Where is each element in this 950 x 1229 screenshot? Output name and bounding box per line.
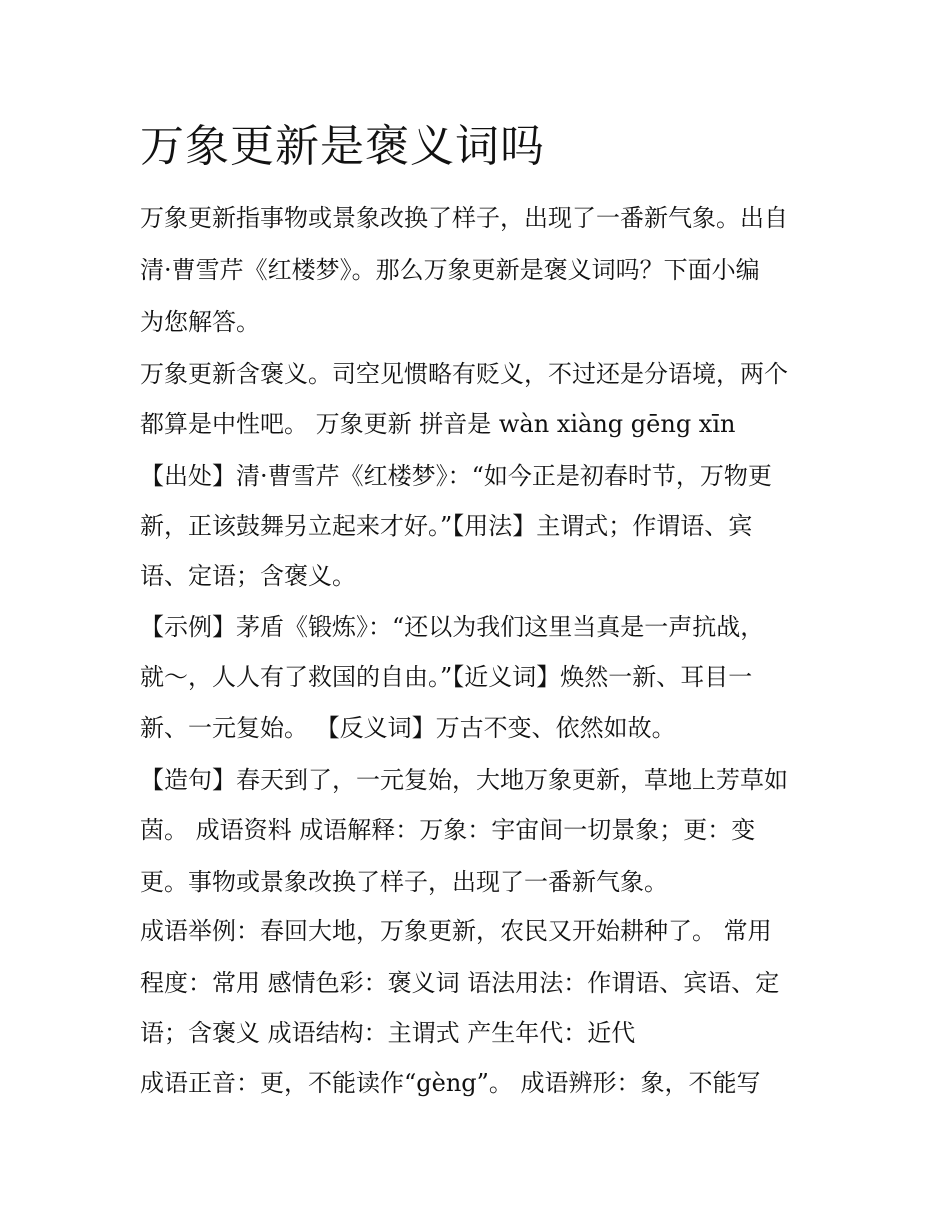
body-line: 新、一元复始。 【反义词】万古不变、依然如故。 <box>140 714 676 742</box>
body-line: 更。事物或景象改换了样子，出现了一番新气象。 <box>140 868 668 896</box>
body-line: 【示例】茅盾《锻炼》：“还以为我们这里当真是一声抗战， <box>140 613 765 641</box>
body-line: 万象更新指事物或景象改换了样子，出现了一番新气象。出自 <box>140 204 788 232</box>
body-line: 万象更新含褒义。司空见惯略有贬义，不过还是分语境，两个 <box>140 360 788 388</box>
body-line: 语、定语；含褒义。 <box>140 562 356 590</box>
body-line: 【出处】清·曹雪芹《红楼梦》：“如今正是初春时节，万物更 <box>140 462 772 490</box>
body-line: 程度：常用 感情色彩：褒义词 语法用法：作谓语、宾语、定 <box>140 969 780 997</box>
body-line: 都算是中性吧。 万象更新 拼音是 wàn xiàng gēng xīn <box>140 410 736 438</box>
body-line: 成语正音：更，不能读作“gèng”。 成语辨形：象，不能写 <box>140 1069 761 1097</box>
body-line: 新，正该鼓舞另立起来才好。”【用法】主谓式；作谓语、宾 <box>140 512 753 540</box>
body-line: 语；含褒义 成语结构：主谓式 产生年代：近代 <box>140 1019 636 1047</box>
body-line: 成语举例：春回大地，万象更新，农民又开始耕种了。 常用 <box>140 917 772 945</box>
body-line: 茵。 成语资料 成语解释：万象：宇宙间一切景象；更：变 <box>140 816 756 844</box>
body-line: 就～，人人有了救国的自由。”【近义词】焕然一新、耳目一 <box>140 663 753 691</box>
body-line: 清·曹雪芹《红楼梦》。那么万象更新是褒义词吗？下面小编 <box>140 256 760 284</box>
body-line: 【造句】春天到了，一元复始，大地万象更新，草地上芳草如 <box>140 766 788 794</box>
page-title: 万象更新是褒义词吗 <box>140 121 545 172</box>
body-line: 为您解答。 <box>140 308 260 336</box>
